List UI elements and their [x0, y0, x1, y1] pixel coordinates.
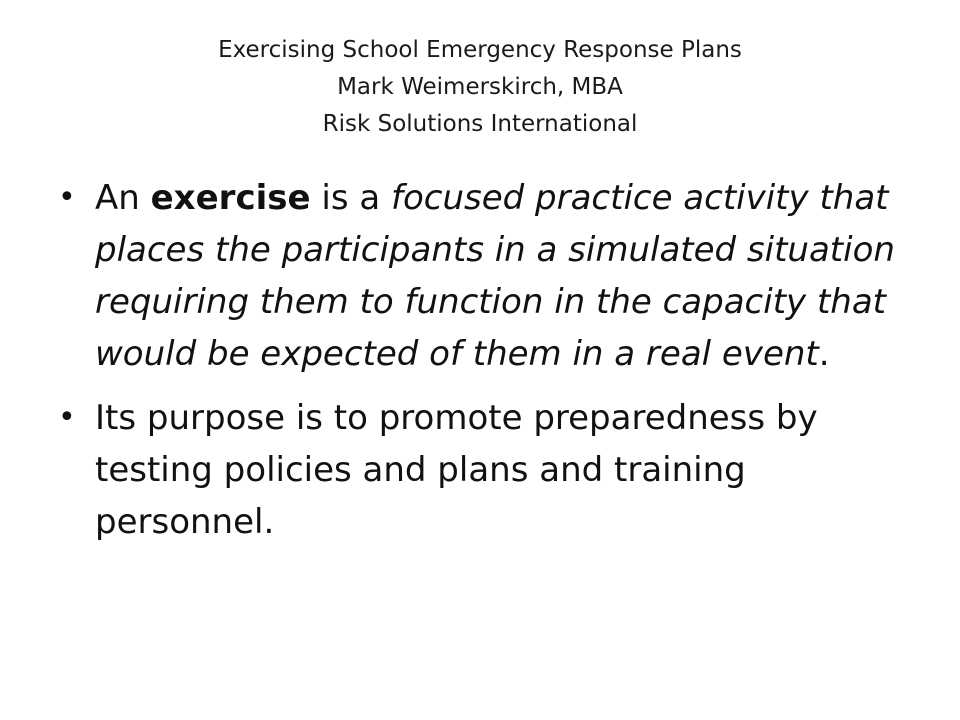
bullet-text-period: . [818, 334, 830, 374]
bullet-text-prefix: An [95, 178, 151, 218]
bullet-item-definition [58, 172, 898, 380]
title-line-2: Mark Weimerskirch, MBA [337, 74, 623, 100]
bullet-icon: • [58, 400, 76, 435]
bullet-text-connector: is a [310, 178, 391, 218]
title-line-3: Risk Solutions International [322, 111, 638, 137]
bullet-text-italic-definition: focused practice activity that places the participants in a simulated situation requiring them to function in the capacity that would be expected of them in a real event [95, 178, 895, 374]
title-line-1: Exercising School Emergency Response Plans [218, 37, 742, 63]
slide-title [60, 32, 900, 143]
slide-body [58, 172, 898, 548]
bullet-text-bold-term: exercise [150, 178, 311, 218]
bullet-text-purpose: Its purpose is to promote preparedness by testing policies and plans and training personnel. [95, 398, 818, 542]
bullet-icon: • [58, 180, 76, 215]
bullet-item-purpose [58, 392, 898, 548]
